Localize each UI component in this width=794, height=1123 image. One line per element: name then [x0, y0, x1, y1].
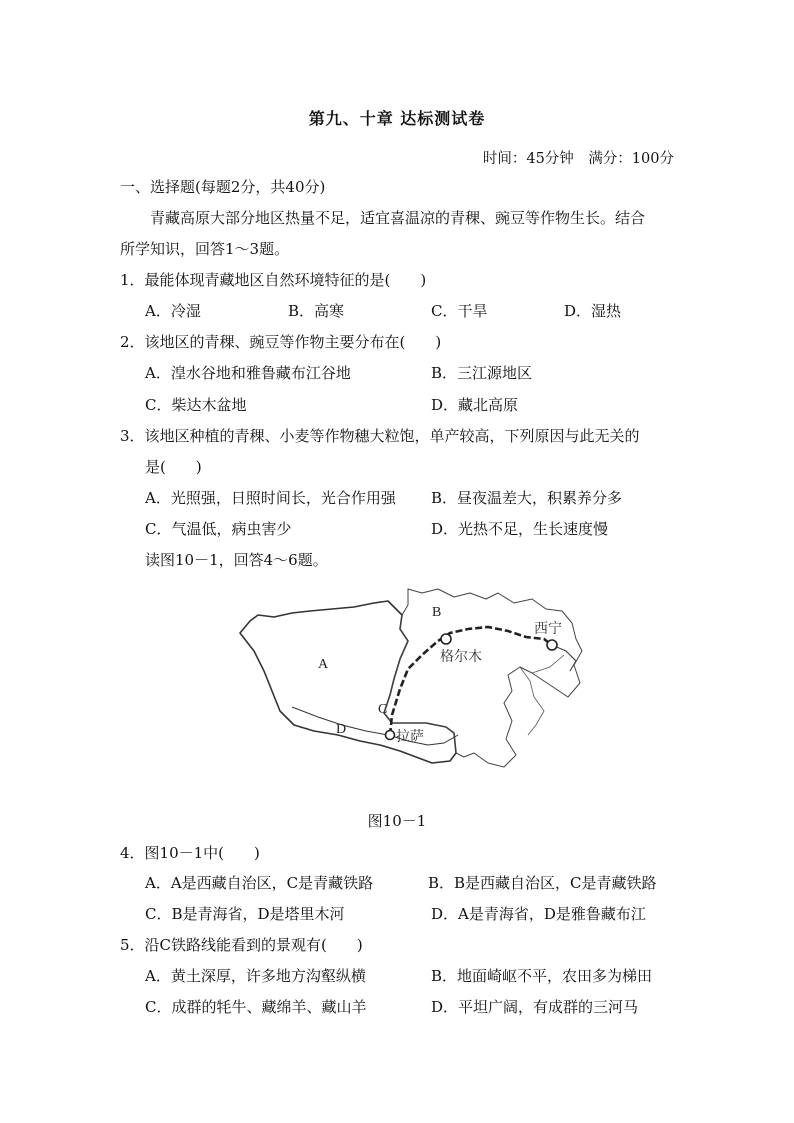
question-3-stem-line-1: 3．该地区种植的青稞、小麦等作物穗大粒饱，单产较高，下列原因与此无关的	[120, 427, 640, 445]
question-5-option-b: B．地面崎岖不平，农田多为梯田	[431, 967, 653, 985]
question-5-option-a: A．黄土深厚，许多地方沟壑纵横	[145, 967, 366, 985]
read-figure-instruction: 读图10－1，回答4～6题。	[145, 551, 328, 569]
intro-line-1: 青藏高原大部分地区热量不足，适宜喜温凉的青稞、豌豆等作物生长。结合	[150, 209, 646, 227]
city-marker-lhasa	[386, 731, 395, 740]
question-2-option-a: A．湟水谷地和雅鲁藏布江谷地	[145, 364, 351, 382]
question-3-stem-line-2: 是( )	[145, 458, 202, 476]
question-3-option-b: B．昼夜温差大，积累养分多	[431, 489, 623, 507]
qinghai-tibet-railway	[390, 627, 552, 735]
question-3-option-d: D．光热不足，生长速度慢	[431, 520, 609, 538]
city-marker-xining	[547, 640, 557, 650]
question-4-option-d: D．A是青海省，D是雅鲁藏布江	[431, 905, 646, 923]
map-label-lhasa: 拉萨	[396, 729, 424, 745]
exam-score: 满分：100分	[588, 151, 674, 167]
map-label-d: D	[336, 722, 347, 737]
question-4-stem: 4．图10－1中( )	[120, 844, 260, 862]
map-label-b: B	[432, 605, 442, 620]
question-2-option-c: C．柴达木盆地	[145, 396, 247, 414]
exam-meta	[483, 147, 674, 168]
question-2-option-d: D．藏北高原	[431, 396, 519, 414]
question-1-stem: 1．最能体现青藏地区自然环境特征的是( )	[120, 271, 427, 289]
qinghai-tibet-map	[232, 585, 584, 790]
city-marker-golmud	[441, 634, 451, 644]
intro-line-2: 所学知识，回答1～3题。	[120, 240, 290, 258]
map-label-a: A	[318, 657, 329, 672]
yarlung-tsangpo-river	[292, 707, 458, 745]
province-boundary-line	[520, 655, 564, 735]
map-label-golmud: 格尔木	[440, 649, 482, 665]
question-5-option-d: D．平坦广阔，有成群的三河马	[431, 998, 639, 1016]
question-1-option-a: A．冷湿	[145, 302, 201, 320]
figure-caption: 图10－1	[367, 812, 427, 830]
question-4-option-a: A．A是西藏自治区，C是青藏铁路	[145, 874, 374, 892]
question-2-stem: 2．该地区的青稞、豌豆等作物主要分布在( )	[120, 333, 442, 351]
exam-time: 时间：45分钟	[482, 151, 574, 167]
question-1-option-b: B．高寒	[288, 302, 345, 320]
section-heading: 一、选择题(每题2分，共40分)	[120, 178, 326, 196]
question-5-stem: 5．沿C铁路线能看到的景观有( )	[120, 936, 363, 954]
question-1-option-d: D．湿热	[564, 302, 622, 320]
question-4-option-c: C．B是青海省，D是塔里木河	[145, 905, 345, 923]
map-label-xining: 西宁	[534, 621, 562, 637]
question-2-option-b: B．三江源地区	[431, 364, 533, 382]
question-4-option-b: B．B是西藏自治区，C是青藏铁路	[428, 874, 657, 892]
page-title: 第九、十章 达标测试卷	[308, 109, 486, 128]
question-5-option-c: C．成群的牦牛、藏绵羊、藏山羊	[145, 998, 367, 1016]
question-1-option-c: C．干旱	[431, 302, 488, 320]
question-3-option-c: C．气温低，病虫害少	[145, 520, 292, 538]
map-label-c: C	[378, 702, 388, 717]
question-3-option-a: A．光照强，日照时间长，光合作用强	[145, 489, 396, 507]
